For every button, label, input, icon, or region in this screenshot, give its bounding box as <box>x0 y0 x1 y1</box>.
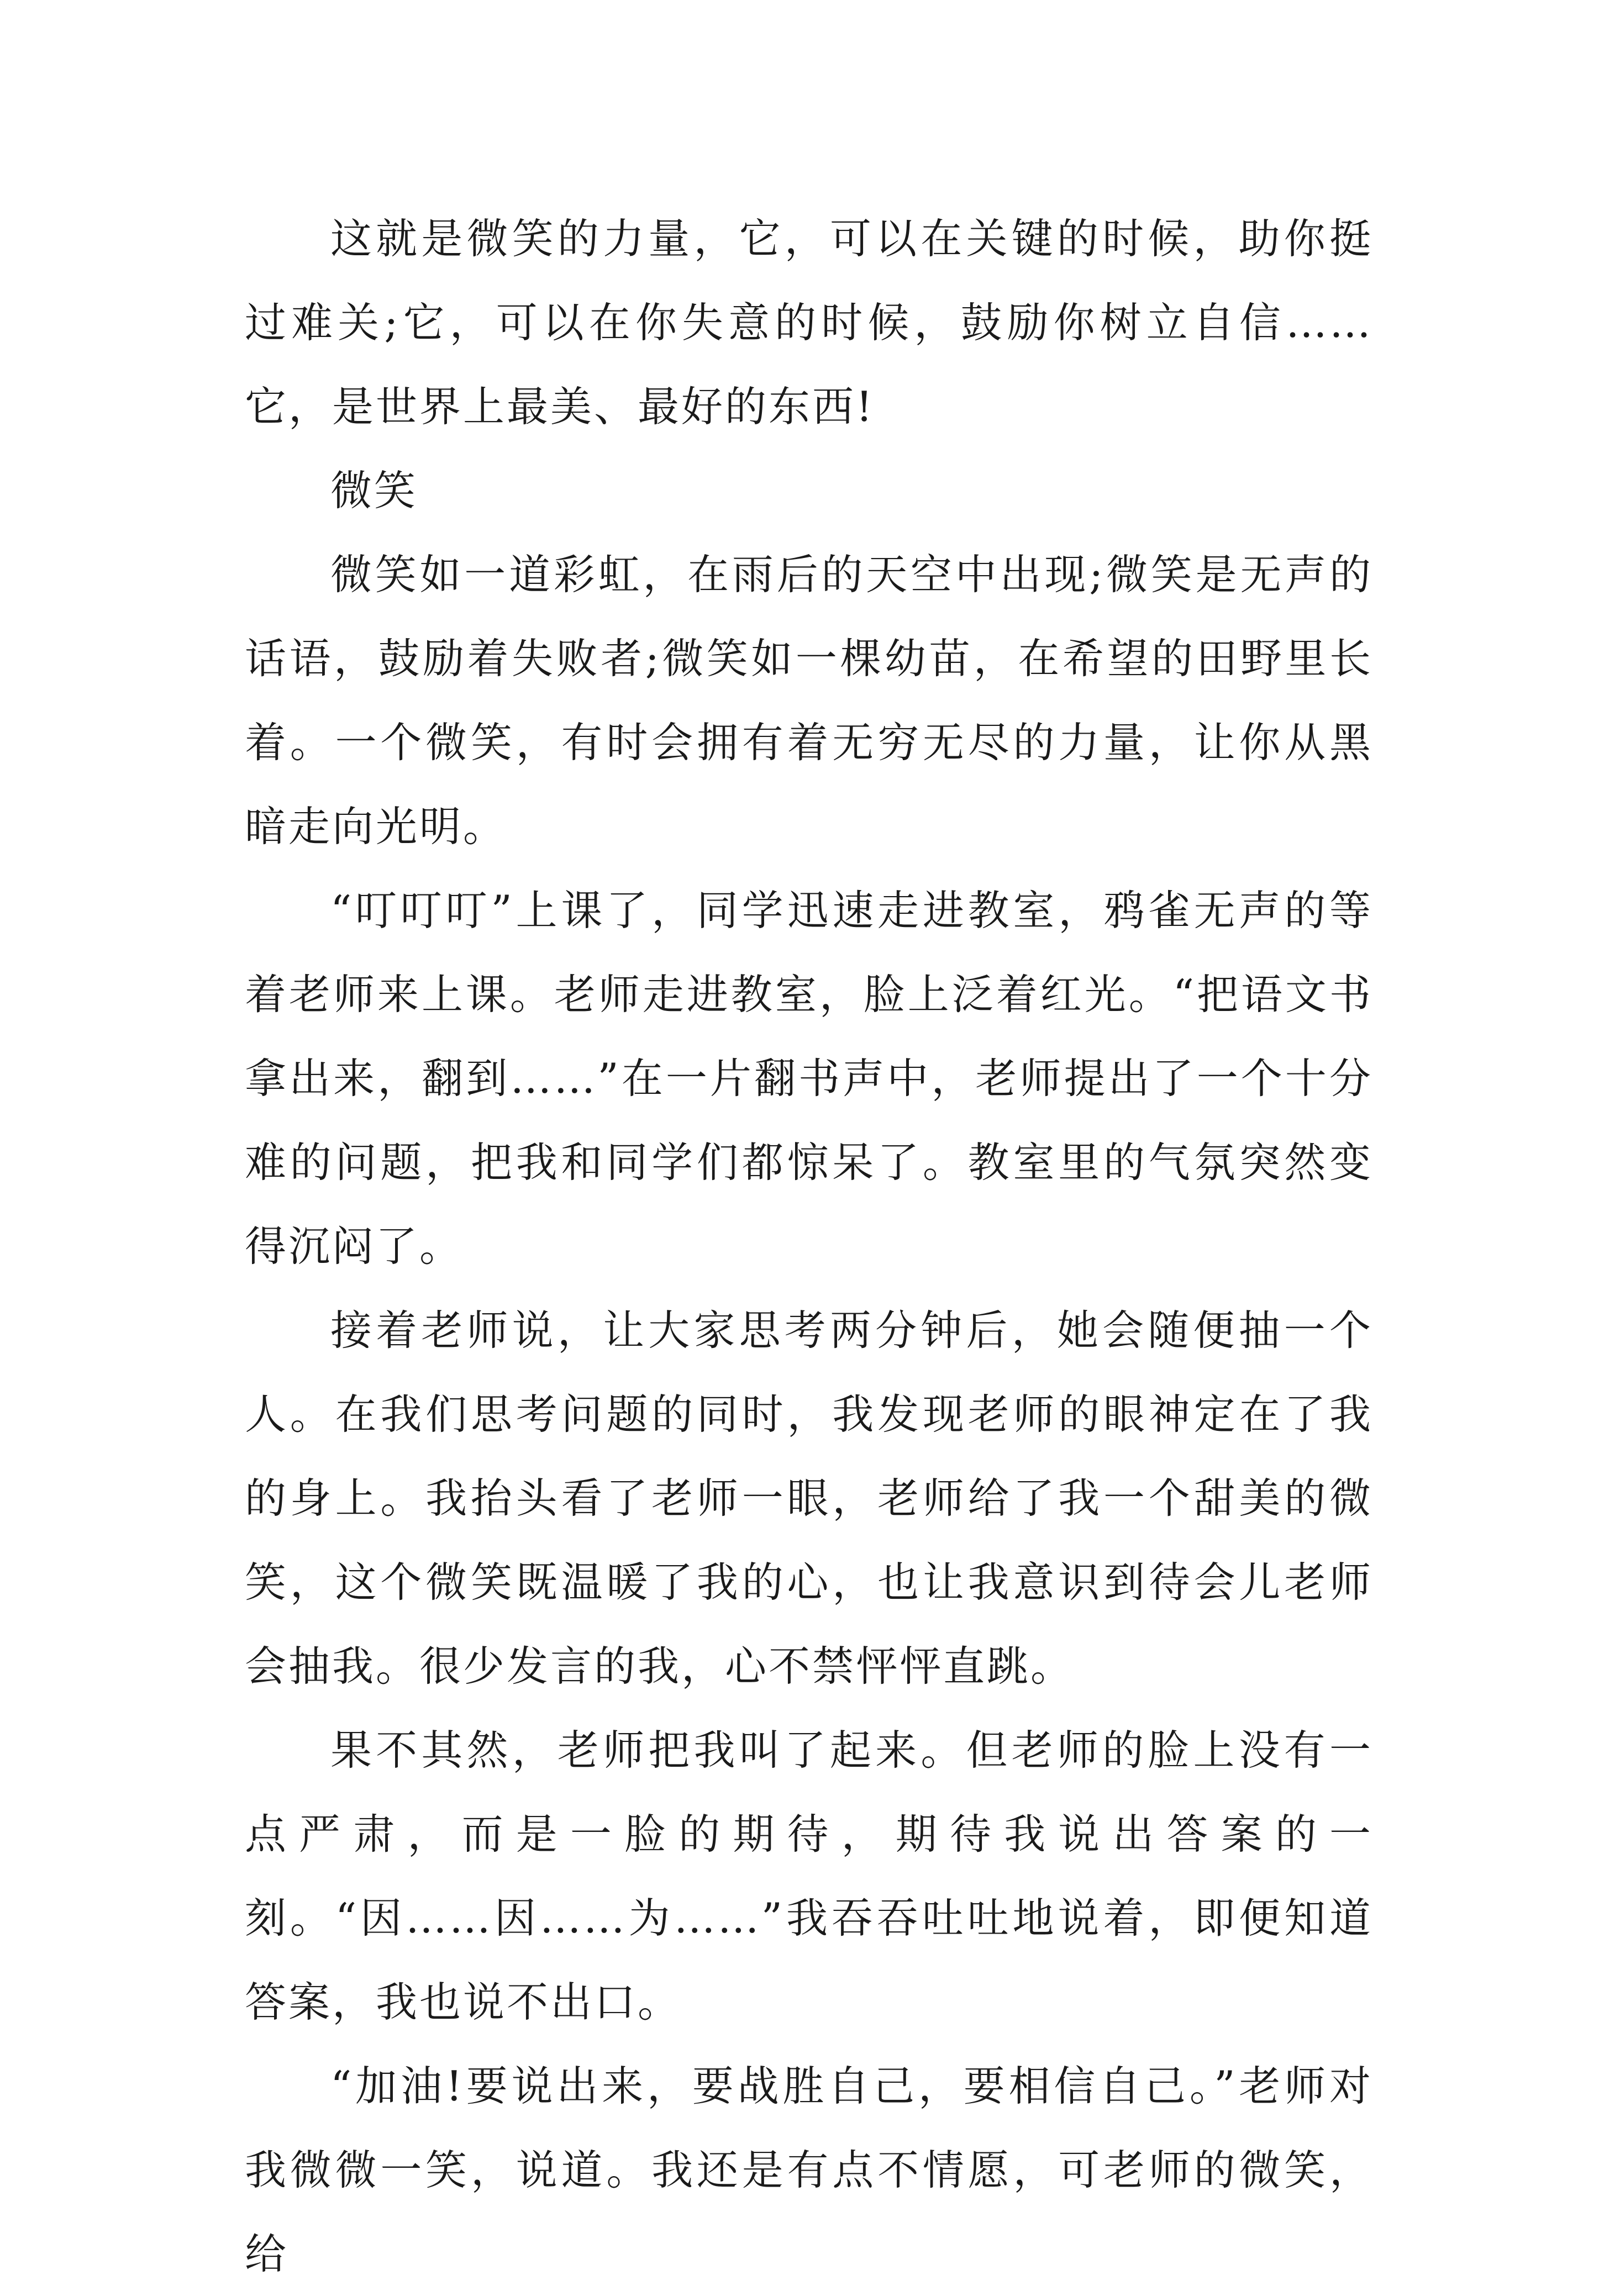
paragraph-smile-power: 这就是微笑的力量，它，可以在关键的时候，助你挺过难关;它，可以在你失意的时候，鼓励你树立自信……它，是世界上最美、最好的东西! <box>245 214 1373 431</box>
paragraph-teacher-smile: 接着老师说，让大家思考两分钟后，她会随便抽一个人。在我们思考问题的同时，我发现老师的眼神定在了我的身上。我抬头看了老师一眼，老师给了我一个甜美的微笑，这个微笑既温暖了我的心，也让我意识到待会儿老师会抽我。很少发言的我，心不禁怦怦直跳。 <box>245 1306 1373 1691</box>
paragraph-encouragement: “加油!要说出来，要战胜自己，要相信自己。”老师对我微微一笑，说道。我还是有点不情愿，可老师的微笑，给 <box>245 2062 1373 2278</box>
paragraph-smile-rainbow: 微笑如一道彩虹，在雨后的天空中出现;微笑是无声的话语，鼓励着失败者;微笑如一棵幼苗，在希望的田野里长着。一个微笑，有时会拥有着无穷无尽的力量，让你从黑暗走向光明。 <box>245 550 1373 851</box>
paragraph-called-up: 果不其然，老师把我叫了起来。但老师的脸上没有一点严肃，而是一脸的期待，期待我说出答案的一刻。“因……因……为……”我吞吞吐吐地说着，即便知道答案，我也说不出口。 <box>245 1726 1373 2026</box>
paragraph-class-begins: “叮叮叮”上课了，同学迅速走进教室，鸦雀无声的等着老师来上课。老师走进教室，脸上泛着红光。“把语文书拿出来，翻到……”在一片翻书声中，老师提出了一个十分难的问题，把我和同学们都惊呆了。教室里的气氛突然变得沉闷了。 <box>245 886 1373 1271</box>
document-body <box>245 197 1373 2296</box>
section-title: 微笑 <box>330 466 418 515</box>
